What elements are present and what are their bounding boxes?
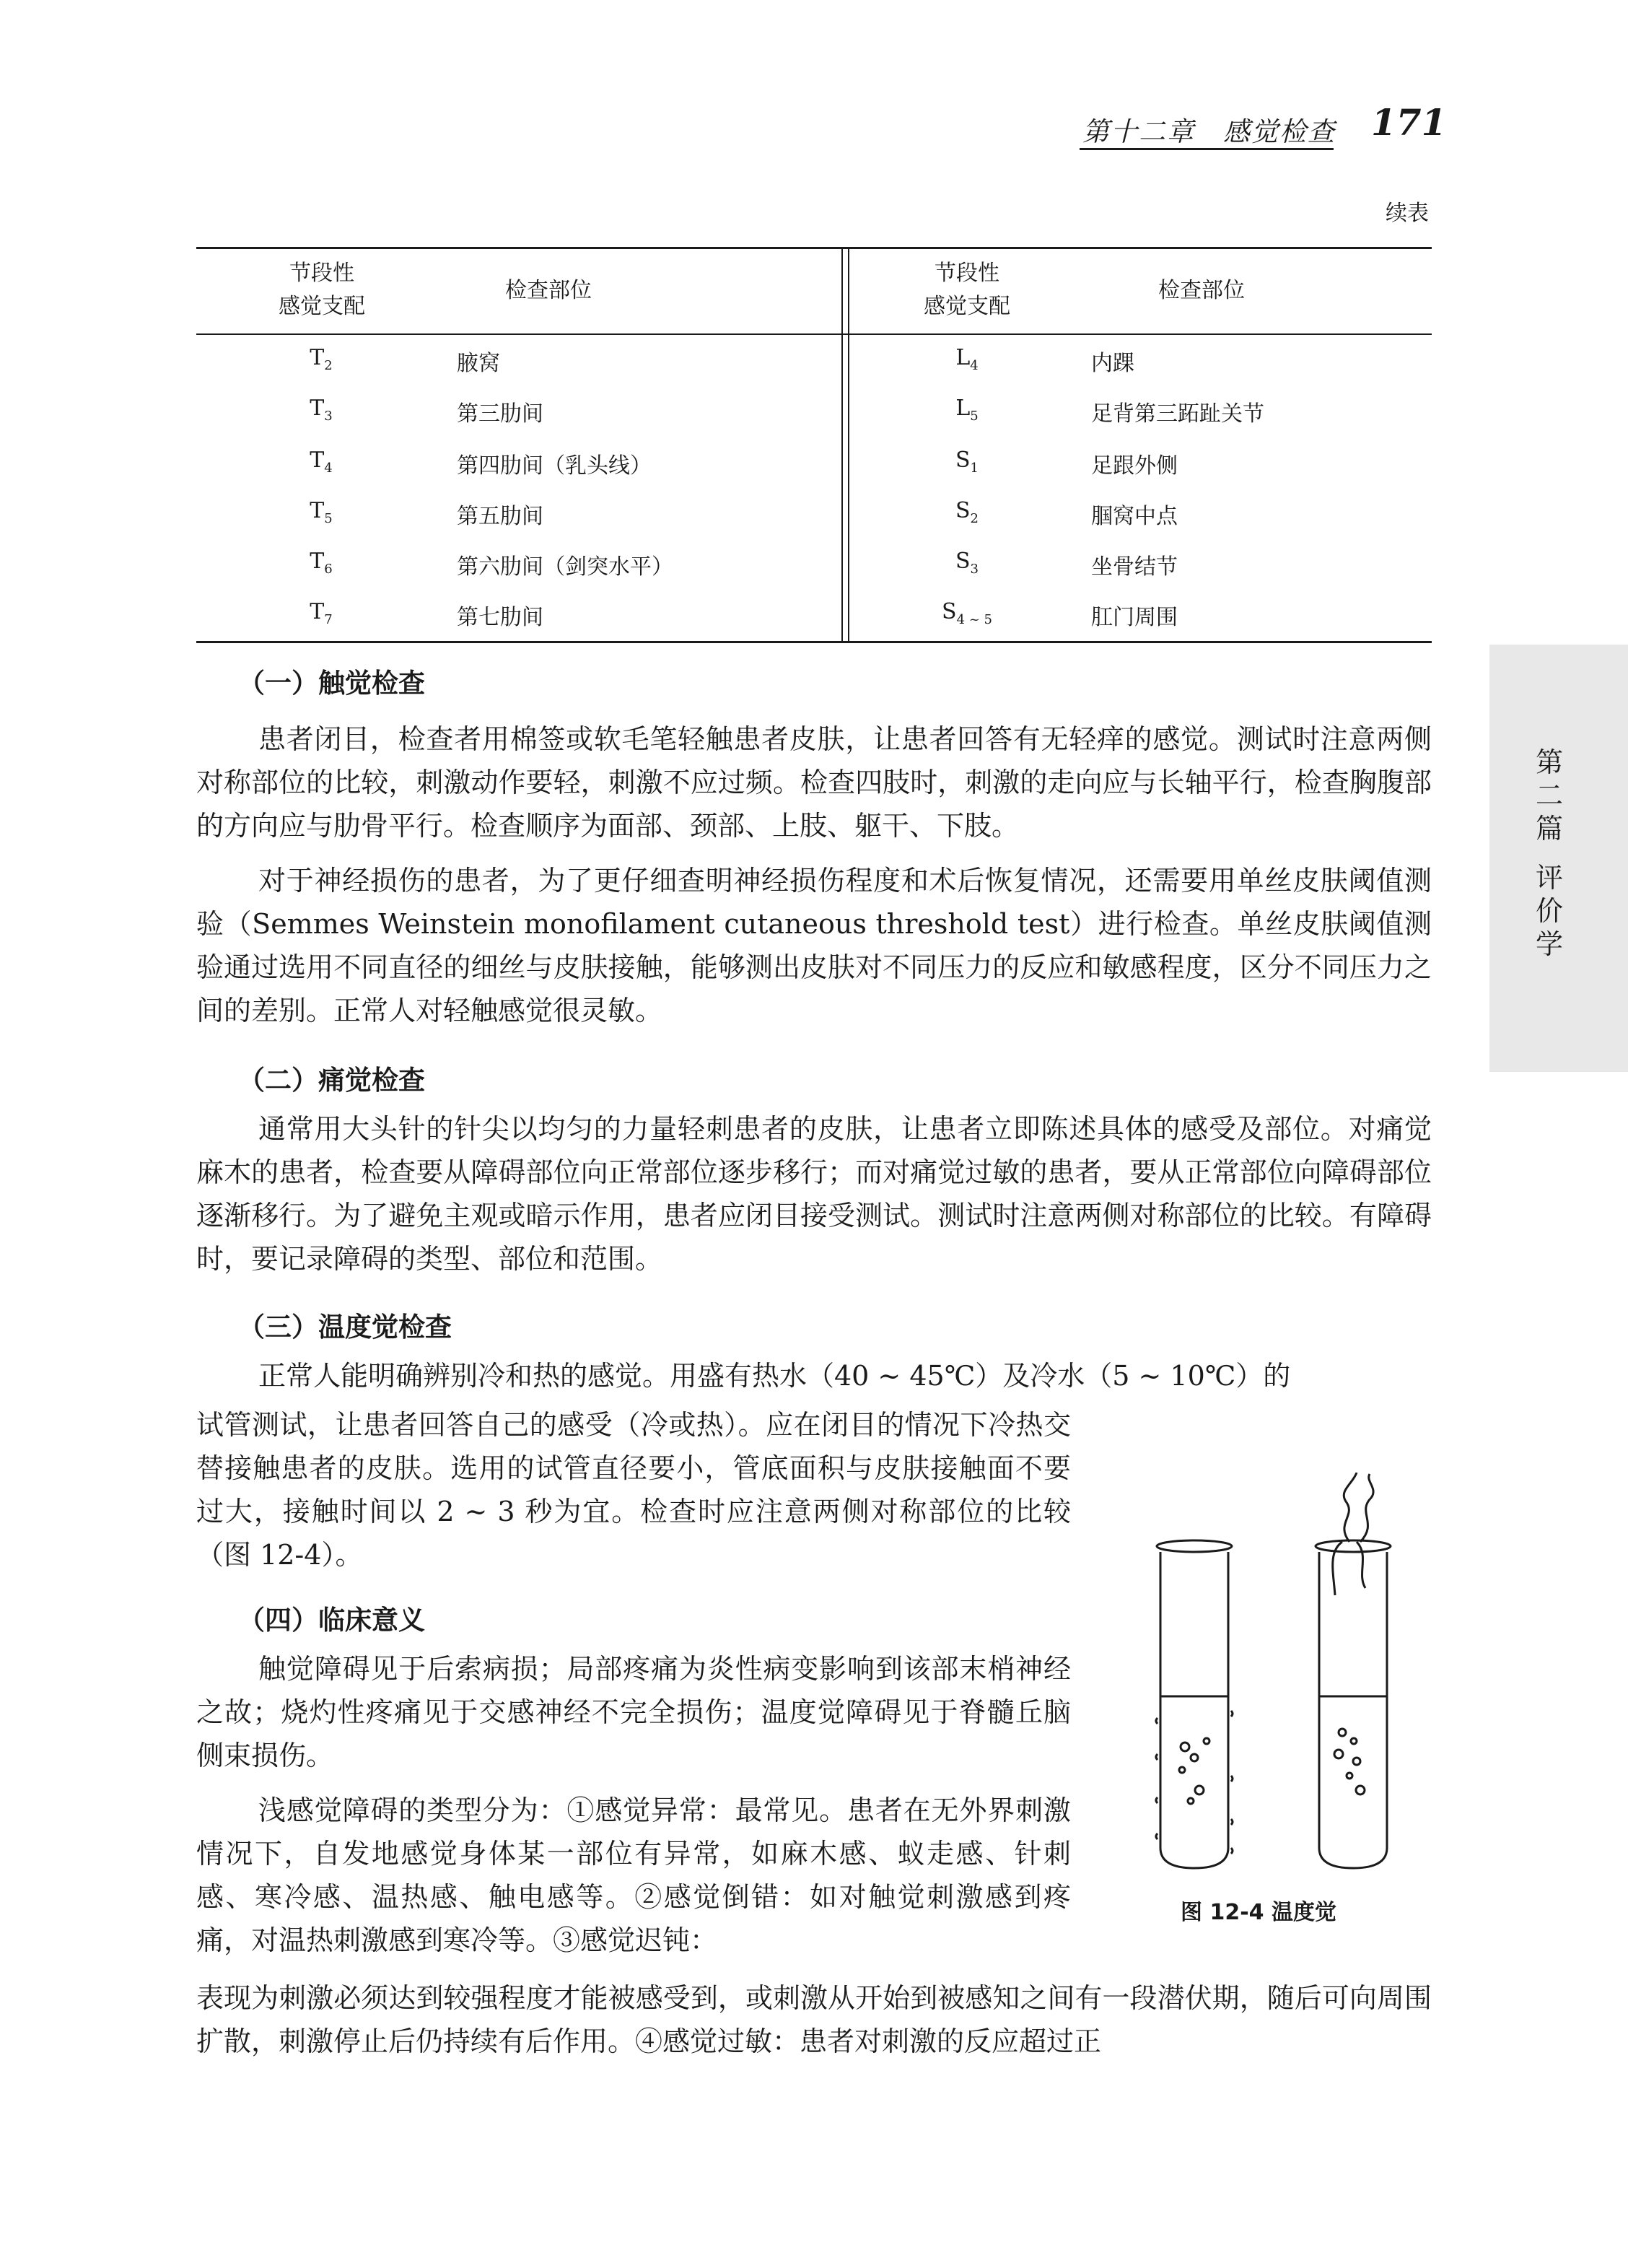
tube-body <box>1319 1552 1387 1868</box>
table-bottom-rule <box>196 641 1432 643</box>
table-row: $T_5$ <box>310 498 333 526</box>
side-tab-text: 第二篇 <box>1535 746 1563 845</box>
table-row: $S_2$ <box>955 498 979 526</box>
steam-wisp <box>1360 1474 1373 1542</box>
table-cell-site: 第六肋间（剑突水平） <box>457 554 673 580</box>
table-row: $T_3$ <box>310 396 333 424</box>
table-row: $L_5$ <box>955 396 979 424</box>
table-header-rule <box>196 333 1432 335</box>
table-cell-site: 第五肋间 <box>457 504 543 529</box>
steam-wisp <box>1344 1473 1357 1542</box>
figure-caption: 图 12-4 温度觉 <box>1181 1900 1336 1925</box>
steam-wisp <box>1333 1542 1342 1595</box>
table-top-rule <box>196 247 1432 249</box>
paragraph: 患者闭目，检查者用棉签或软毛笔轻触患者皮肤，让患者回答有无轻痒的感觉。测试时注意两侧对称部位的比较，刺激动作要轻，刺激不应过频。检查四肢时，刺激的走向应与长轴平行，检查胸腹部的方向应与肋骨平行。检查顺序为面部、颈部、上肢、躯干、下肢。 <box>196 723 1432 842</box>
table-header-site: 检查部位 <box>1158 278 1245 303</box>
paragraph: 正常人能明确辨别冷和热的感觉。用盛有热水（40 ~ 45℃）及冷水（5 ~ 10℃）的 <box>258 1360 1291 1392</box>
tube-rim <box>1316 1540 1391 1552</box>
table-cell-site: 肛门周围 <box>1091 605 1178 630</box>
header-underline <box>1080 148 1334 150</box>
side-tab-text: 评价学 <box>1535 862 1563 960</box>
table-column-divider <box>841 247 843 642</box>
section-heading-temperature: （三）温度觉检查 <box>238 1312 452 1343</box>
table-header-segment: 节段性 感觉支配 <box>924 261 1010 319</box>
table-row: $T_2$ <box>310 345 333 373</box>
table-cell-site: 腋窝 <box>457 351 500 376</box>
table-cell-site: 第七肋间 <box>457 605 543 630</box>
page-number: 171 <box>1371 101 1447 144</box>
section-heading-clinical: （四）临床意义 <box>238 1605 425 1636</box>
table-cell-site: 坐骨结节 <box>1091 554 1178 580</box>
table-cell-site: 足背第三跖趾关节 <box>1091 401 1264 427</box>
test-tubes-illustration <box>1140 1473 1429 1884</box>
table-continued-label: 续表 <box>1386 201 1429 226</box>
table-row: $T_4$ <box>310 448 333 476</box>
paragraph: 对于神经损伤的患者，为了更仔细查明神经损伤程度和术后恢复情况，还需要用单丝皮肤阈值测验（Semmes Weinstein monofilament cutaneous threshold test）进行检查。单丝皮肤阈值测验通过选用不同直径的细丝与皮肤接触，能够测出皮肤对不同压力的反应和敏感程度，区分不同压力之间的差别。正常人对轻触感觉很灵敏。 <box>196 865 1432 1026</box>
paragraph: 表现为刺激必须达到较强程度才能被感受到，或刺激从开始到被感知之间有一段潜伏期，随后可向周围扩散，刺激停止后仍持续有后作用。④感觉过敏：患者对刺激的反应超过正 <box>196 1982 1432 2057</box>
chapter-title: 第十二章 感觉检查 <box>1082 116 1336 147</box>
part-side-tab <box>1489 645 1628 1072</box>
paragraph: 通常用大头针的针尖以均匀的力量轻刺患者的皮肤，让患者立即陈述具体的感受及部位。对痛觉麻木的患者，检查要从障碍部位向正常部位逐步移行；而对痛觉过敏的患者，要从正常部位向障碍部位逐渐移行。为了避免主观或暗示作用，患者应闭目接受测试。测试时注意两侧对称部位的比较。有障碍时，要记录障碍的类型、部位和范围。 <box>196 1113 1432 1275</box>
table-cell-site: 第三肋间 <box>457 401 543 427</box>
table-cell-site: 内踝 <box>1091 351 1134 376</box>
table-column-divider <box>848 247 849 642</box>
steam-wisp <box>1357 1542 1365 1588</box>
table-row: $T_6$ <box>310 549 333 577</box>
table-row: $S_{4 \sim 5}$ <box>942 599 992 627</box>
table-header-site: 检查部位 <box>505 278 592 303</box>
table-row: $S_3$ <box>955 549 979 577</box>
section-heading-pain: （二）痛觉检查 <box>238 1065 425 1096</box>
tube-rim <box>1157 1540 1232 1552</box>
table-row: $S_1$ <box>955 448 979 476</box>
table-cell-site: 腘窝中点 <box>1091 504 1178 529</box>
tube-body <box>1160 1552 1228 1868</box>
paragraph: 试管测试，让患者回答自己的感受（冷或热）。应在闭目的情况下冷热交替接触患者的皮肤。选用的试管直径要小，管底面积与皮肤接触面不要过大，接触时间以 2 ~ 3 秒为宜。检查时应注意两侧对称部位的比较（图 12-4）。 <box>196 1409 1071 1571</box>
paragraph: 触觉障碍见于后索病损；局部疼痛为炎性病变影响到该部末梢神经之故；烧灼性疼痛见于交感神经不完全损伤；温度觉障碍见于脊髓丘脑侧束损伤。 <box>196 1653 1071 1771</box>
table-header-segment: 节段性 感觉支配 <box>279 261 365 319</box>
section-heading-touch: （一）触觉检查 <box>238 668 425 699</box>
table-row: $L_4$ <box>955 345 979 373</box>
table-cell-site: 第四肋间（乳头线） <box>457 453 652 479</box>
paragraph: 浅感觉障碍的类型分为：①感觉异常：最常见。患者在无外界刺激情况下，自发地感觉身体某一部位有异常，如麻木感、蚁走感、针刺感、寒冷感、温热感、触电感等。②感觉倒错：如对触觉刺激感到疼痛，对温热刺激感到寒冷等。③感觉迟钝： <box>196 1794 1071 1956</box>
table-cell-site: 足跟外侧 <box>1091 453 1178 479</box>
table-row: $T_7$ <box>310 599 333 627</box>
